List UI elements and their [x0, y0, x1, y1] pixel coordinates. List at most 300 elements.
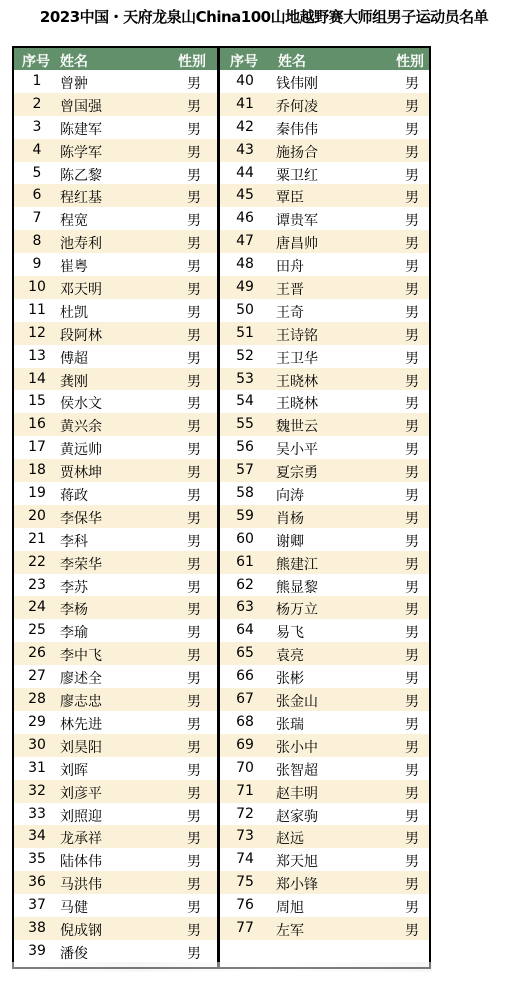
table-row	[14, 184, 219, 207]
row-number: 44	[236, 164, 254, 181]
row-number: 69	[236, 736, 254, 753]
row-number: 35	[28, 851, 46, 868]
row-number: 3	[32, 118, 42, 135]
row-number: 47	[236, 233, 254, 250]
row-number: 33	[28, 805, 46, 822]
row-gender: 男	[187, 762, 201, 779]
row-gender: 男	[187, 144, 201, 161]
row-number: 14	[28, 370, 46, 387]
row-name: 谭贵军	[276, 213, 318, 230]
table-row	[14, 230, 219, 253]
table-row	[220, 139, 429, 162]
row-name: 傅超	[60, 350, 88, 367]
row-number: 67	[236, 691, 254, 708]
row-name: 左军	[276, 922, 304, 939]
row-number: 58	[236, 485, 254, 502]
row-number: 24	[28, 599, 46, 616]
row-number: 30	[28, 736, 46, 753]
row-gender: 男	[405, 625, 419, 642]
table-row	[14, 345, 219, 368]
row-gender: 男	[405, 877, 419, 894]
row-gender: 男	[405, 762, 419, 779]
row-name: 张瑞	[276, 716, 304, 733]
row-gender: 男	[187, 579, 201, 596]
footer-blur	[12, 962, 432, 972]
row-gender: 男	[187, 350, 201, 367]
table-row	[220, 93, 429, 116]
row-name: 李苏	[60, 579, 88, 596]
row-gender: 男	[187, 213, 201, 230]
table-row	[14, 734, 219, 757]
right-column	[220, 48, 429, 940]
row-name: 刘昊阳	[60, 739, 102, 756]
row-number: 27	[28, 668, 46, 685]
row-gender: 男	[187, 648, 201, 665]
row-name: 林先进	[60, 716, 102, 733]
row-number: 41	[236, 95, 254, 112]
row-number: 74	[236, 851, 254, 868]
row-gender: 男	[405, 282, 419, 299]
row-gender: 男	[405, 510, 419, 527]
row-name: 吴小平	[276, 442, 318, 459]
row-gender: 男	[187, 442, 201, 459]
table-header-left	[14, 48, 219, 70]
row-name: 邓天明	[60, 282, 102, 299]
row-number: 38	[28, 919, 46, 936]
table-row	[220, 390, 429, 413]
table-row	[14, 780, 219, 803]
table-row	[14, 207, 219, 230]
row-name: 李杨	[60, 602, 88, 619]
table-row	[14, 665, 219, 688]
row-gender: 男	[405, 831, 419, 848]
row-gender: 男	[405, 648, 419, 665]
row-name: 贾林坤	[60, 465, 102, 482]
table-row	[14, 276, 219, 299]
row-gender: 男	[187, 121, 201, 138]
row-name: 陈学军	[60, 144, 102, 161]
row-gender: 男	[405, 373, 419, 390]
row-gender: 男	[405, 716, 419, 733]
row-name: 熊显黎	[276, 579, 318, 596]
table-row	[14, 711, 219, 734]
table-row	[14, 368, 219, 391]
row-name: 李科	[60, 533, 88, 550]
row-gender: 男	[187, 76, 201, 92]
table-row	[220, 207, 429, 230]
row-name: 王诗铭	[276, 327, 318, 344]
table-row	[220, 322, 429, 345]
table-row	[14, 940, 219, 963]
row-number: 31	[28, 759, 46, 776]
row-name: 龚刚	[60, 373, 88, 390]
table-row	[220, 528, 429, 551]
row-number: 59	[236, 507, 254, 524]
row-name: 谢卿	[276, 533, 304, 550]
row-gender: 男	[187, 671, 201, 688]
table-row	[220, 734, 429, 757]
row-name: 黄远帅	[60, 442, 102, 459]
row-name: 赵丰明	[276, 785, 318, 802]
row-name: 池寿利	[60, 236, 102, 253]
row-number: 57	[236, 462, 254, 479]
row-gender: 男	[187, 327, 201, 344]
row-number: 77	[236, 919, 254, 936]
table-row	[14, 253, 219, 276]
row-gender: 男	[405, 121, 419, 138]
row-name: 段阿林	[60, 327, 102, 344]
left-column	[14, 48, 219, 963]
header-num: 序号	[230, 54, 258, 70]
table-row	[220, 917, 429, 940]
row-number: 63	[236, 599, 254, 616]
row-number: 68	[236, 713, 254, 730]
row-number: 62	[236, 576, 254, 593]
row-number: 29	[28, 713, 46, 730]
row-number: 15	[28, 393, 46, 410]
row-number: 51	[236, 324, 254, 341]
row-number: 46	[236, 210, 254, 227]
row-name: 周旭	[276, 900, 304, 917]
table-row	[220, 757, 429, 780]
table-row	[220, 70, 429, 93]
row-number: 49	[236, 279, 254, 296]
table-row	[220, 276, 429, 299]
row-gender: 男	[187, 510, 201, 527]
row-name: 夏宗勇	[276, 465, 318, 482]
row-gender: 男	[405, 556, 419, 573]
row-gender: 男	[405, 236, 419, 253]
table-row	[14, 299, 219, 322]
row-gender: 男	[405, 900, 419, 917]
header-name: 姓名	[60, 54, 88, 70]
table-row	[14, 825, 219, 848]
table-row	[14, 70, 219, 93]
row-gender: 男	[187, 716, 201, 733]
table-row	[220, 368, 429, 391]
row-name: 杜凯	[60, 304, 88, 321]
table-row	[14, 116, 219, 139]
row-gender: 男	[187, 465, 201, 482]
row-gender: 男	[405, 488, 419, 505]
row-name: 田舟	[276, 259, 304, 276]
table-row	[14, 322, 219, 345]
table-row	[14, 757, 219, 780]
row-name: 刘晖	[60, 762, 88, 779]
row-number: 34	[28, 828, 46, 845]
table-row	[220, 253, 429, 276]
table-row	[220, 711, 429, 734]
row-name: 程宽	[60, 213, 88, 230]
row-gender: 男	[187, 854, 201, 871]
row-name: 倪成钢	[60, 922, 102, 939]
row-name: 袁亮	[276, 648, 304, 665]
row-name: 张金山	[276, 694, 318, 711]
row-number: 12	[28, 324, 46, 341]
row-gender: 男	[187, 533, 201, 550]
row-number: 1	[32, 73, 42, 89]
row-number: 22	[28, 553, 46, 570]
row-number: 54	[236, 393, 254, 410]
row-name: 覃臣	[276, 190, 304, 207]
table-row	[220, 665, 429, 688]
table-row	[14, 596, 219, 619]
row-name: 黄兴余	[60, 419, 102, 436]
row-name: 王晓林	[276, 373, 318, 390]
table-row	[220, 871, 429, 894]
roster-table	[12, 46, 431, 969]
row-name: 龙承祥	[60, 831, 102, 848]
row-gender: 男	[405, 442, 419, 459]
table-row	[220, 574, 429, 597]
row-gender: 男	[405, 144, 419, 161]
header-gender: 性别	[396, 54, 424, 70]
row-name: 潘俊	[60, 945, 88, 962]
table-row	[220, 482, 429, 505]
row-gender: 男	[405, 190, 419, 207]
row-gender: 男	[187, 625, 201, 642]
row-number: 26	[28, 645, 46, 662]
table-row	[220, 230, 429, 253]
row-gender: 男	[405, 167, 419, 184]
row-name: 郑天旭	[276, 854, 318, 871]
row-gender: 男	[405, 419, 419, 436]
row-number: 43	[236, 141, 254, 158]
table-row	[220, 848, 429, 871]
row-number: 75	[236, 874, 254, 891]
row-gender: 男	[405, 694, 419, 711]
row-name: 乔何凌	[276, 98, 318, 115]
table-header-right	[220, 48, 429, 70]
row-gender: 男	[187, 236, 201, 253]
row-gender: 男	[187, 900, 201, 917]
table-row	[220, 642, 429, 665]
row-gender: 男	[187, 98, 201, 115]
row-name: 王卫华	[276, 350, 318, 367]
table-row	[220, 299, 429, 322]
row-number: 4	[32, 141, 42, 158]
row-gender: 男	[405, 671, 419, 688]
row-name: 程红基	[60, 190, 102, 207]
table-row	[14, 551, 219, 574]
table-row	[14, 390, 219, 413]
row-gender: 男	[405, 922, 419, 939]
row-gender: 男	[405, 350, 419, 367]
table-row	[220, 505, 429, 528]
row-number: 53	[236, 370, 254, 387]
row-name: 曾国强	[60, 98, 102, 115]
row-gender: 男	[187, 694, 201, 711]
row-gender: 男	[187, 602, 201, 619]
row-gender: 男	[187, 556, 201, 573]
row-number: 9	[32, 256, 42, 273]
row-gender: 男	[405, 327, 419, 344]
row-number: 40	[236, 73, 254, 89]
table-row	[14, 642, 219, 665]
row-name: 崔粤	[60, 259, 88, 276]
table-row	[14, 688, 219, 711]
table-row	[14, 803, 219, 826]
row-gender: 男	[405, 739, 419, 756]
row-name: 蒋政	[60, 488, 88, 505]
row-gender: 男	[187, 922, 201, 939]
row-name: 肖杨	[276, 510, 304, 527]
table-row	[220, 436, 429, 459]
row-number: 21	[28, 530, 46, 547]
row-gender: 男	[405, 579, 419, 596]
row-gender: 男	[405, 465, 419, 482]
row-number: 70	[236, 759, 254, 776]
row-name: 向涛	[276, 488, 304, 505]
row-number: 72	[236, 805, 254, 822]
row-name: 李保华	[60, 510, 102, 527]
row-gender: 男	[187, 831, 201, 848]
row-name: 李荣华	[60, 556, 102, 573]
row-number: 18	[28, 462, 46, 479]
row-number: 32	[28, 782, 46, 799]
row-name: 郑小锋	[276, 877, 318, 894]
row-number: 17	[28, 439, 46, 456]
row-name: 张彬	[276, 671, 304, 688]
row-number: 60	[236, 530, 254, 547]
row-name: 杨万立	[276, 602, 318, 619]
row-number: 39	[28, 942, 46, 959]
row-name: 易飞	[276, 625, 304, 642]
row-gender: 男	[405, 76, 419, 92]
row-gender: 男	[187, 304, 201, 321]
table-row	[220, 413, 429, 436]
row-number: 71	[236, 782, 254, 799]
row-number: 10	[28, 279, 46, 296]
row-gender: 男	[405, 396, 419, 413]
table-row	[220, 345, 429, 368]
table-row	[220, 619, 429, 642]
row-number: 25	[28, 622, 46, 639]
row-number: 20	[28, 507, 46, 524]
header-num: 序号	[22, 54, 50, 70]
table-row	[14, 574, 219, 597]
row-number: 76	[236, 897, 254, 914]
row-number: 61	[236, 553, 254, 570]
row-gender: 男	[187, 945, 201, 962]
row-gender: 男	[187, 488, 201, 505]
row-number: 42	[236, 118, 254, 135]
row-name: 张智超	[276, 762, 318, 779]
table-row	[14, 917, 219, 940]
row-name: 钱伟刚	[276, 76, 318, 92]
row-gender: 男	[405, 602, 419, 619]
row-name: 王晓林	[276, 396, 318, 413]
row-name: 曾翀	[60, 76, 88, 92]
row-name: 侯水文	[60, 396, 102, 413]
row-name: 粟卫红	[276, 167, 318, 184]
row-gender: 男	[405, 533, 419, 550]
row-number: 28	[28, 691, 46, 708]
row-name: 刘照迎	[60, 808, 102, 825]
row-name: 熊建江	[276, 556, 318, 573]
row-name: 秦伟伟	[276, 121, 318, 138]
row-name: 王晋	[276, 282, 304, 299]
row-name: 李瑜	[60, 625, 88, 642]
row-gender: 男	[405, 98, 419, 115]
row-gender: 男	[405, 785, 419, 802]
row-name: 赵家驹	[276, 808, 318, 825]
table-row	[220, 184, 429, 207]
row-gender: 男	[187, 190, 201, 207]
row-gender: 男	[405, 213, 419, 230]
row-number: 23	[28, 576, 46, 593]
row-gender: 男	[187, 396, 201, 413]
row-number: 64	[236, 622, 254, 639]
page-title: 2023中国・天府龙泉山China100山地越野赛大师组男子运动员名单	[39, 8, 489, 26]
row-name: 李中飞	[60, 648, 102, 665]
table-row	[14, 459, 219, 482]
row-name: 王奇	[276, 304, 304, 321]
table-row	[14, 482, 219, 505]
row-name: 廖志忠	[60, 694, 102, 711]
table-row	[220, 825, 429, 848]
row-number: 50	[236, 301, 254, 318]
row-number: 5	[32, 164, 42, 181]
row-gender: 男	[187, 739, 201, 756]
row-number: 48	[236, 256, 254, 273]
row-number: 55	[236, 416, 254, 433]
row-number: 2	[32, 95, 42, 112]
row-name: 陈建军	[60, 121, 102, 138]
row-gender: 男	[187, 877, 201, 894]
table-row	[14, 894, 219, 917]
table-row	[220, 551, 429, 574]
row-gender: 男	[187, 167, 201, 184]
table-row	[14, 93, 219, 116]
table-row	[220, 688, 429, 711]
row-number: 45	[236, 187, 254, 204]
table-row	[14, 505, 219, 528]
table-row	[14, 413, 219, 436]
row-number: 8	[32, 233, 42, 250]
row-name: 魏世云	[276, 419, 318, 436]
table-row	[220, 459, 429, 482]
row-name: 马健	[60, 900, 88, 917]
table-row	[220, 894, 429, 917]
header-gender: 性别	[178, 54, 206, 70]
table-row	[14, 848, 219, 871]
row-gender: 男	[187, 373, 201, 390]
row-number: 13	[28, 347, 46, 364]
row-gender: 男	[405, 304, 419, 321]
header-name: 姓名	[278, 54, 306, 70]
row-number: 7	[32, 210, 42, 227]
row-number: 16	[28, 416, 46, 433]
row-gender: 男	[187, 419, 201, 436]
row-gender: 男	[405, 808, 419, 825]
row-number: 52	[236, 347, 254, 364]
row-name: 唐昌帅	[276, 236, 318, 253]
table-row	[14, 436, 219, 459]
row-name: 刘彦平	[60, 785, 102, 802]
row-number: 36	[28, 874, 46, 891]
table-row	[220, 162, 429, 185]
row-gender: 男	[405, 854, 419, 871]
row-gender: 男	[187, 808, 201, 825]
table-row	[14, 528, 219, 551]
row-number: 66	[236, 668, 254, 685]
table-row	[220, 803, 429, 826]
row-gender: 男	[187, 282, 201, 299]
row-number: 19	[28, 485, 46, 502]
row-number: 37	[28, 897, 46, 914]
row-name: 赵远	[276, 831, 304, 848]
